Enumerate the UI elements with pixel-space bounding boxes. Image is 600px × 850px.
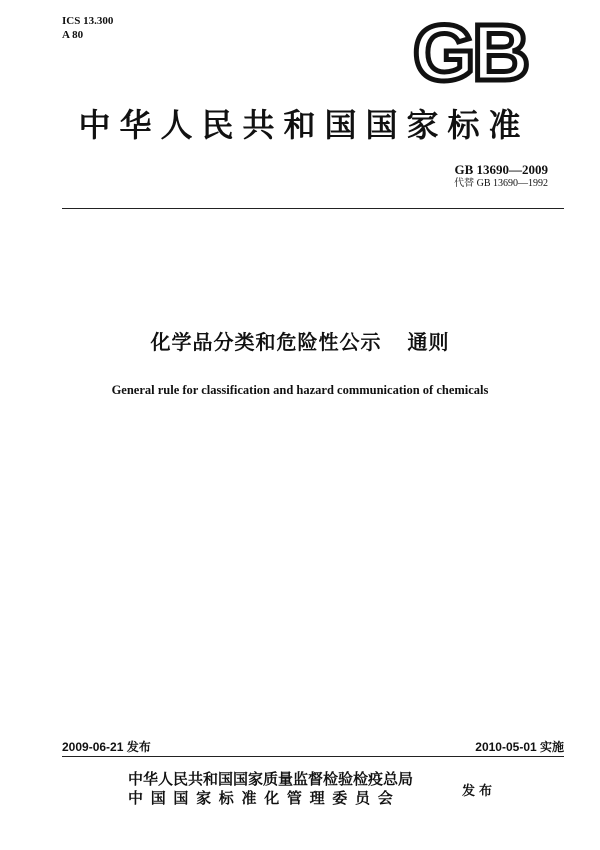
- classification-codes: [62, 14, 113, 42]
- standard-number-block: [454, 162, 548, 190]
- national-standard-title: 中华人民共和国国家标准: [78, 106, 530, 144]
- issuer-sac: 中国国家标准化管理委员会: [128, 789, 401, 807]
- issuer-aqsiq: 中华人民共和国国家质量监督检验检疫总局: [128, 770, 414, 788]
- publish-label: 发布: [462, 784, 497, 799]
- footer-divider: [62, 756, 564, 757]
- standard-number: GB 13690—2009: [454, 162, 548, 177]
- issue-date: 2009-06-21 发布: [62, 740, 151, 754]
- effective-date: 2010-05-01 实施: [475, 740, 564, 754]
- header-divider: [62, 208, 564, 209]
- document-title-sub: 通则: [407, 330, 450, 354]
- category-code: A 80: [62, 29, 84, 41]
- issuing-authorities: [128, 770, 413, 808]
- document-title-main: 化学品分类和危险性公示: [150, 330, 382, 354]
- ics-code: ICS 13.300: [62, 15, 114, 27]
- document-title-en: General rule for classification and hazard communication of chemicals: [111, 383, 489, 397]
- replaces-standard: 代替 GB 13690—1992: [454, 178, 548, 189]
- gb-logo: [407, 14, 533, 86]
- document-title-cn: [0, 326, 600, 355]
- gb-logo-text: GB: [413, 14, 527, 86]
